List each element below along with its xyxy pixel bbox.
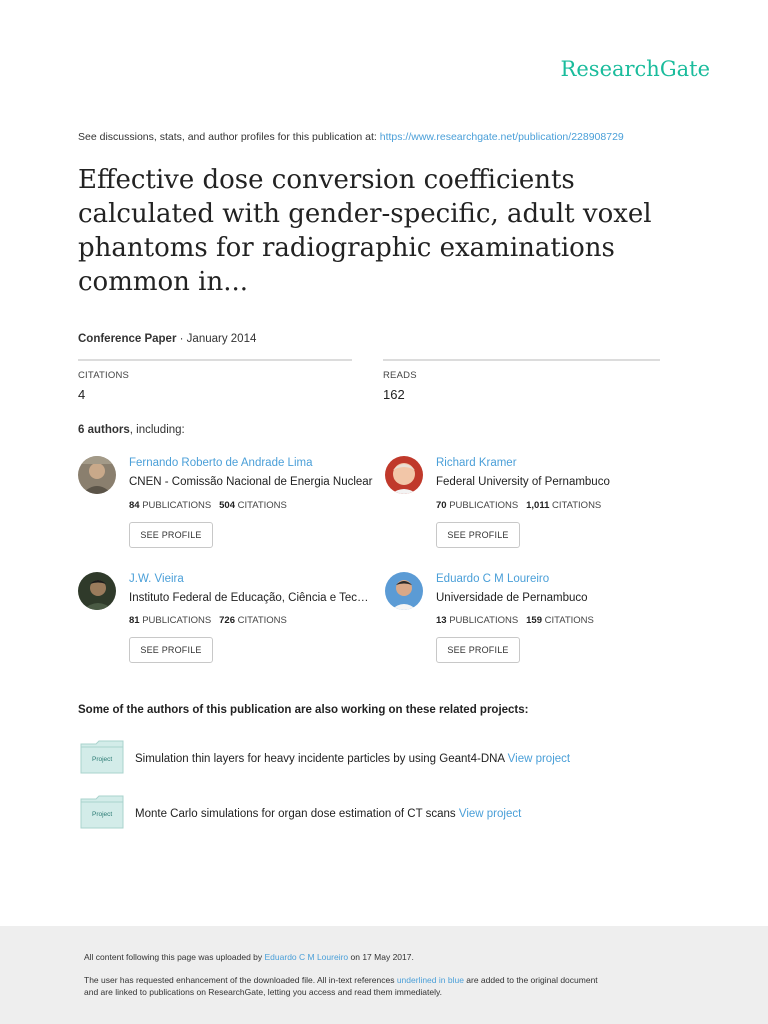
authors-count: 6 authors (78, 424, 130, 436)
author-citations-label: CITATIONS (544, 615, 594, 626)
author-publications-label: PUBLICATIONS (449, 500, 519, 511)
reads-count: 162 (383, 387, 405, 402)
author-photo-icon (78, 572, 116, 610)
reads-label: READS (383, 370, 417, 381)
underlined-in-blue-link[interactable]: underlined in blue (396, 975, 464, 985)
author-citations-count: 726 (219, 615, 235, 626)
authors-suffix: , including: (129, 424, 185, 436)
discussion-text: See discussions, stats, and author profiles for this publication at: (78, 131, 380, 143)
author-publications-count: 70 (436, 500, 447, 511)
author-avatar[interactable] (385, 456, 423, 494)
author-avatar[interactable] (385, 572, 423, 610)
publication-meta (78, 333, 256, 345)
author-publications-count: 81 (129, 615, 140, 626)
meta-separator: · (176, 333, 187, 345)
publication-date: January 2014 (186, 333, 257, 345)
author-citations-count: 504 (219, 500, 235, 511)
author-name-link[interactable]: Fernando Roberto de Andrade Lima (129, 457, 313, 469)
enhancement-notice (84, 974, 598, 998)
note-prefix: The user has requested enhancement of the downloaded file. All in-text references (84, 975, 397, 985)
download-footer (0, 926, 768, 1024)
author-photo-icon (78, 456, 116, 494)
project-folder-icon (80, 795, 124, 829)
view-project-link[interactable]: View project (507, 753, 571, 765)
view-project-link[interactable]: View project (458, 808, 522, 820)
citations-count: 4 (78, 387, 86, 402)
upload-notice (84, 951, 414, 963)
author-citations-label: CITATIONS (552, 500, 602, 511)
publication-url-link[interactable]: https://www.researchgate.net/publication/228908729 (379, 131, 624, 143)
author-stats (436, 615, 594, 626)
authors-summary (78, 424, 185, 436)
author-publications-count: 84 (129, 500, 140, 511)
author-institution: Instituto Federal de Educação, Ciência e Tec… (129, 592, 369, 604)
author-publications-label: PUBLICATIONS (449, 615, 519, 626)
project-item (135, 808, 521, 820)
author-name-link[interactable]: J.W. Vieira (129, 573, 184, 585)
author-institution: Federal University of Pernambuco (436, 476, 610, 488)
project-folder-icon (80, 740, 124, 774)
publication-title: Effective dose conversion coefficients calculated with gender-specific, adult voxel phantoms for radiographic examinations common in... (78, 165, 652, 297)
uploader-link[interactable]: Eduardo C M Loureiro (264, 952, 349, 962)
author-institution: CNEN - Comissão Nacional de Energia Nuclear (129, 476, 373, 488)
author-name-link[interactable]: Richard Kramer (436, 457, 517, 469)
author-institution: Universidade de Pernambuco (436, 592, 588, 604)
discussion-line (78, 131, 624, 143)
project-title: Monte Carlo simulations for organ dose estimation of CT scans (135, 808, 456, 820)
reads-divider (383, 359, 660, 361)
see-profile-button[interactable]: SEE PROFILE (436, 637, 520, 663)
author-citations-count: 1,011 (526, 500, 550, 511)
author-citations-count: 159 (526, 615, 542, 626)
note-line-2: and are linked to publications on ResearchGate, letting you access and read them immediately. (84, 987, 442, 997)
author-photo-icon (385, 572, 423, 610)
upload-suffix: on 17 May 2017. (348, 952, 414, 962)
see-profile-button[interactable]: SEE PROFILE (129, 637, 213, 663)
note-suffix: are added to the original document (463, 975, 598, 985)
author-avatar[interactable] (78, 456, 116, 494)
project-title: Simulation thin layers for heavy incidente particles by using Geant4-DNA (135, 753, 505, 765)
author-stats (129, 615, 287, 626)
researchgate-logo[interactable]: ResearchGate (560, 57, 710, 81)
publication-type: Conference Paper (78, 333, 177, 345)
author-photo-icon (385, 456, 423, 494)
project-item (135, 753, 570, 765)
author-publications-label: PUBLICATIONS (142, 615, 212, 626)
author-stats (129, 500, 287, 511)
citations-divider (78, 359, 352, 361)
project-icon-label: Project (92, 811, 113, 818)
project-icon-label: Project (92, 756, 113, 763)
related-projects-heading: Some of the authors of this publication are also working on these related projects: (78, 704, 529, 716)
author-citations-label: CITATIONS (237, 615, 287, 626)
see-profile-button[interactable]: SEE PROFILE (129, 522, 213, 548)
upload-prefix: All content following this page was uploaded by (84, 952, 265, 962)
author-avatar[interactable] (78, 572, 116, 610)
see-profile-button[interactable]: SEE PROFILE (436, 522, 520, 548)
author-name-link[interactable]: Eduardo C M Loureiro (436, 573, 550, 585)
author-publications-label: PUBLICATIONS (142, 500, 212, 511)
author-publications-count: 13 (436, 615, 447, 626)
author-stats (436, 500, 601, 511)
citations-label: CITATIONS (78, 370, 130, 381)
author-citations-label: CITATIONS (237, 500, 287, 511)
